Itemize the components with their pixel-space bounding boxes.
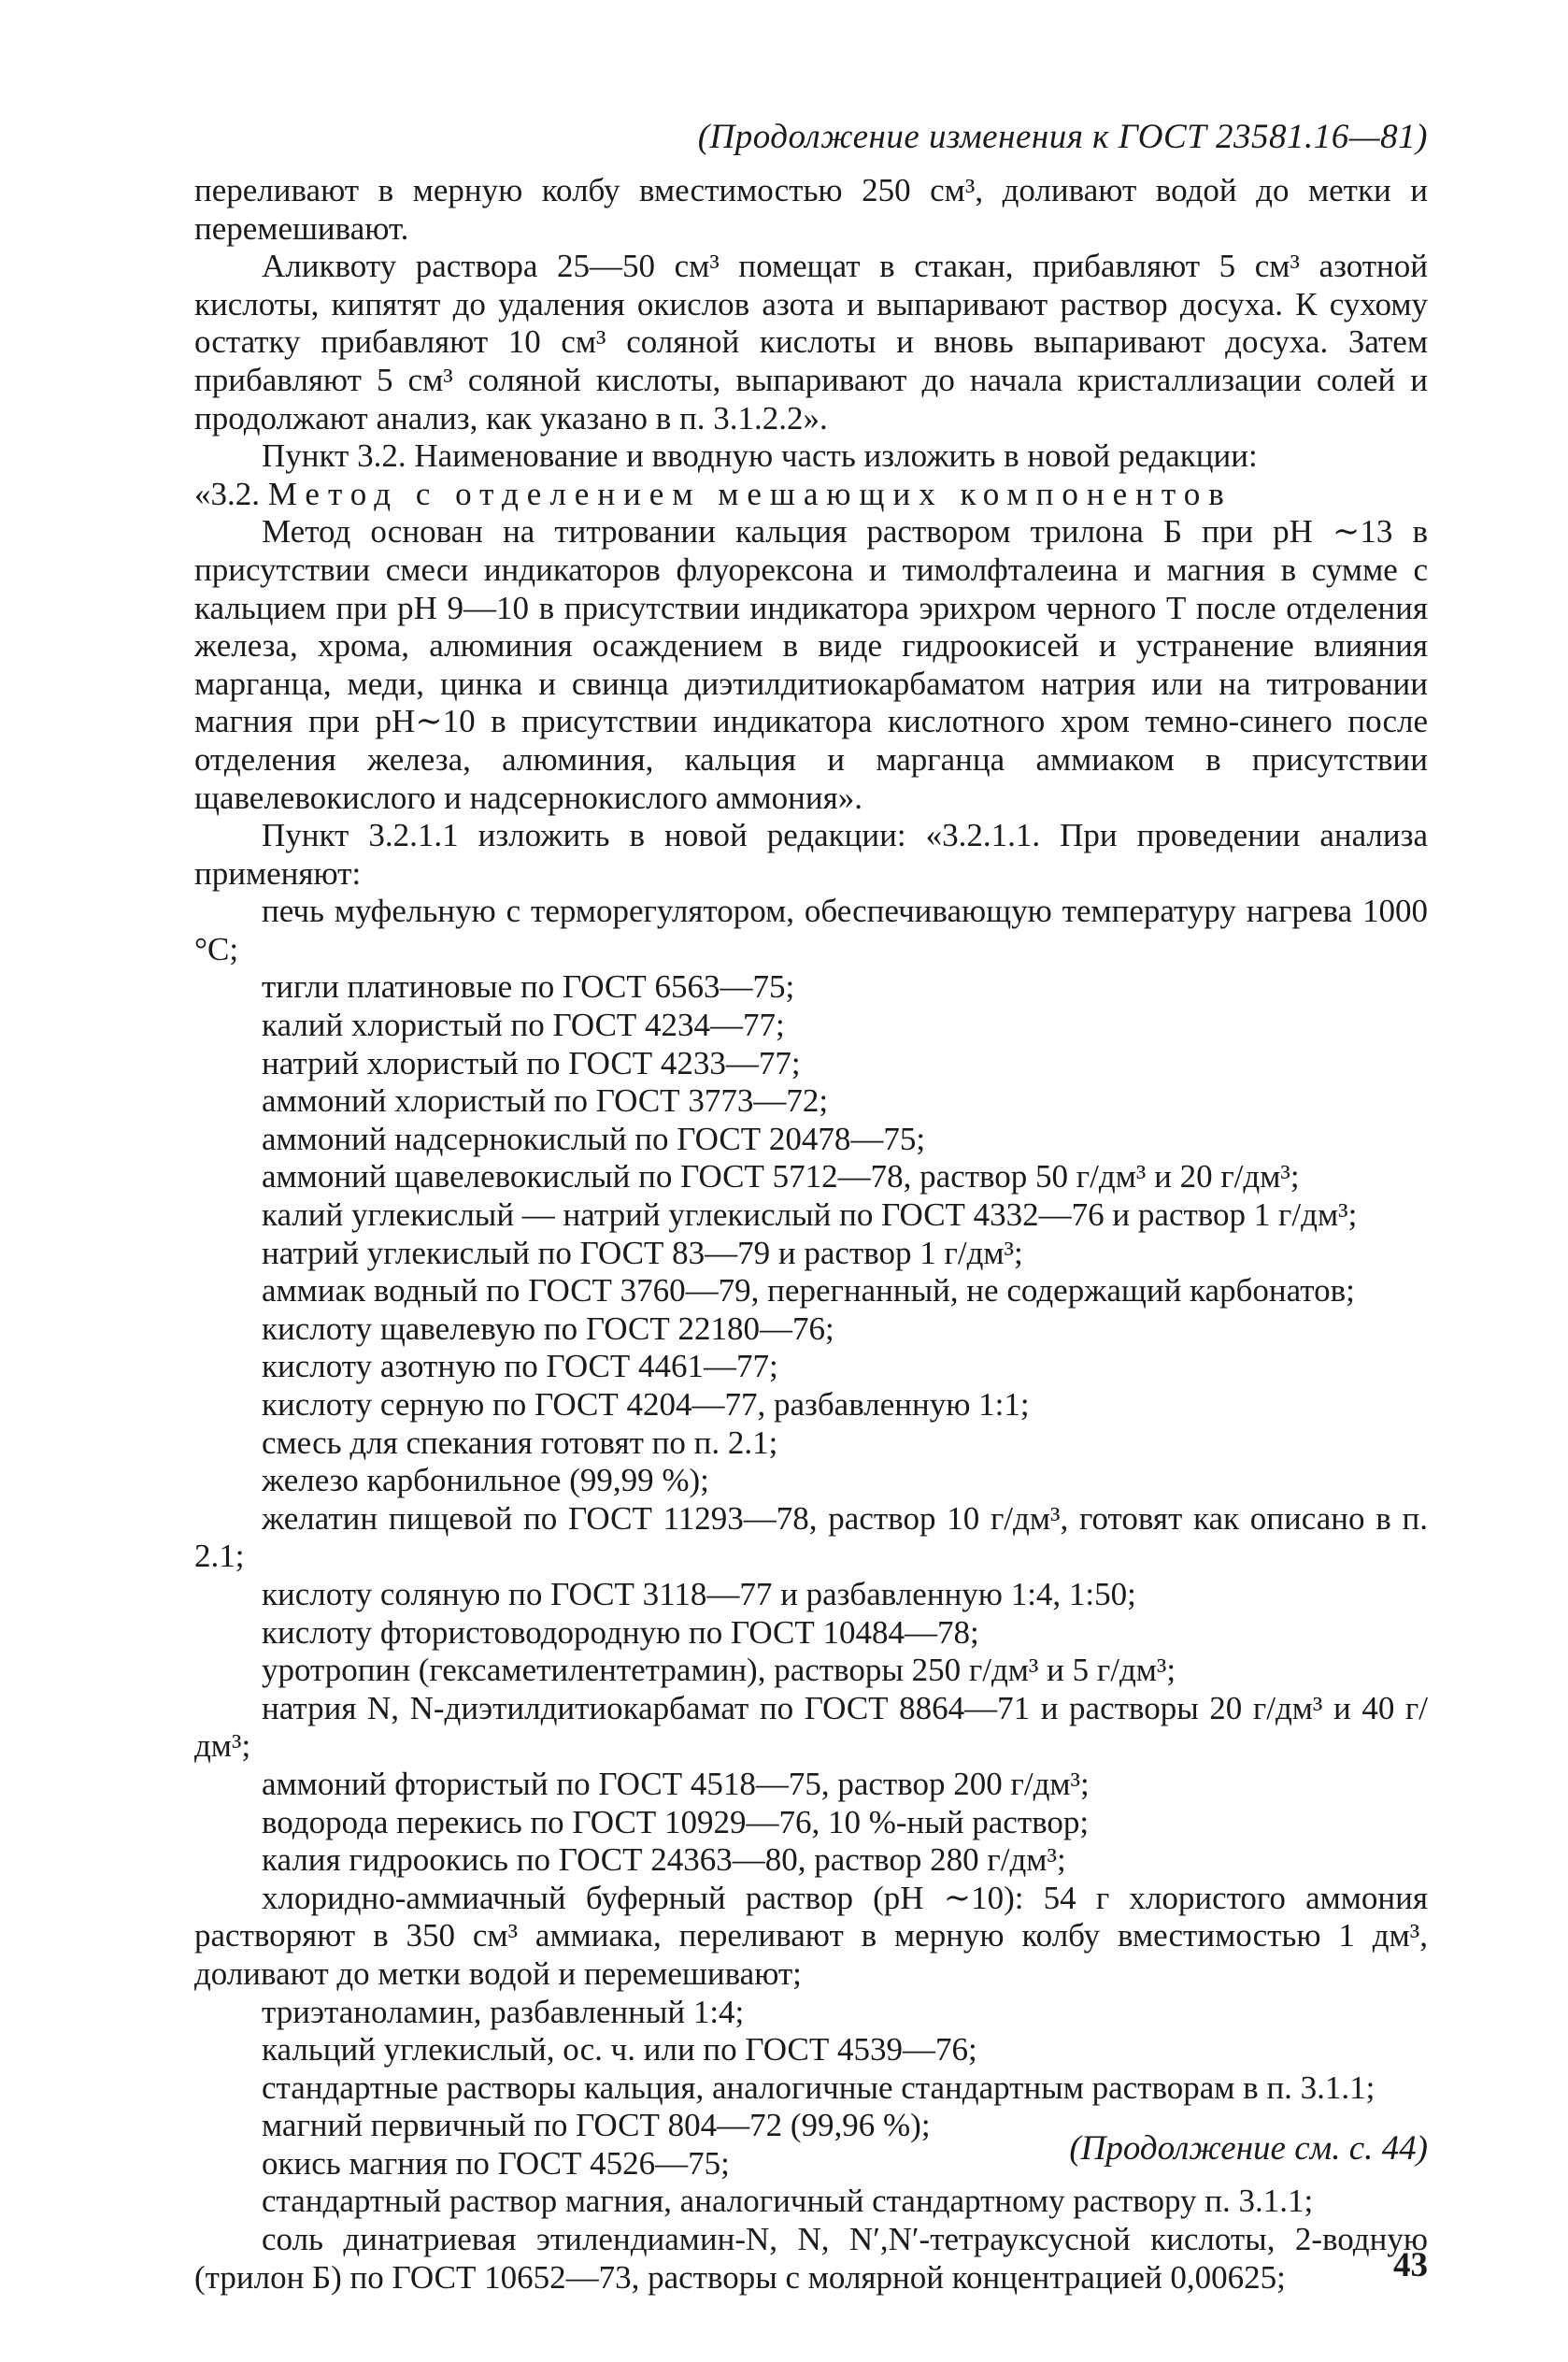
paragraph-14: аммиак водный по ГОСТ 3760—79, перегнанный, не содержащий карбонатов; bbox=[262, 1272, 1355, 1310]
paragraph-27: калия гидроокись по ГОСТ 24363—80, раствор 280 г/дм³; bbox=[262, 1841, 1066, 1879]
paragraph-11: аммоний щавелевокислый по ГОСТ 5712—78, раствор 50 г/дм³ и 20 г/дм³; bbox=[262, 1158, 1300, 1195]
method-title bbox=[194, 476, 1428, 514]
paragraph-4: Пункт 3.2.1.1 изложить в новой редакции: «3.2.1.1. При проведении анализа применяют: bbox=[194, 817, 1428, 892]
paragraph-21: кислоту соляную по ГОСТ 3118—77 и разбавленную 1:4, 1:50; bbox=[262, 1575, 1136, 1612]
paragraph-5: печь муфельную с терморегулятором, обеспечивающую температуру нагрева 1000 °С; bbox=[194, 893, 1428, 967]
paragraph-19: железо карбонильное (99,99 %); bbox=[262, 1462, 709, 1499]
paragraph-24: натрия N, N-диэтилдитиокарбамат по ГОСТ 8864—71 и растворы 20 г/дм³ и 40 г/дм³; bbox=[194, 1689, 1428, 1765]
paragraph-26: водорода перекись по ГОСТ 10929—76, 10 %-ный раствор; bbox=[262, 1803, 1090, 1840]
paragraph-31: стандартные растворы кальция, аналогичные стандартным растворам в п. 3.1.1; bbox=[262, 2069, 1376, 2106]
paragraph-7: калий хлористый по ГОСТ 4234—77; bbox=[262, 1007, 785, 1044]
paragraph-9: аммоний хлористый по ГОСТ 3773—72; bbox=[262, 1082, 829, 1120]
method-title-text: Метод с отделением мешающих компонентов bbox=[267, 475, 1233, 512]
paragraph-25: аммоний фтористый по ГОСТ 4518—75, раствор 200 г/дм³; bbox=[262, 1765, 1090, 1802]
page-number: 43 bbox=[1393, 2246, 1428, 2284]
paragraph-29: триэтаноламин, разбавленный 1:4; bbox=[262, 1993, 745, 2030]
paragraph-34: стандартный раствор магния, аналогичный стандартному раствору п. 3.1.1; bbox=[262, 2183, 1314, 2220]
paragraph-22: кислоту фтористоводородную по ГОСТ 10484—78; bbox=[262, 1613, 979, 1651]
method-title-number: «3.2. bbox=[194, 475, 260, 512]
paragraph-16: кислоту азотную по ГОСТ 4461—77; bbox=[262, 1348, 778, 1385]
paragraph-6: тигли платиновые по ГОСТ 6563—75; bbox=[262, 968, 795, 1006]
paragraph-1: Аликвоту раствора 25—50 см³ помещат в стакан, прибавляют 5 см³ азотной кислоты, кипятят до удаления окислов азота и выпаривают раствор досуха. К сухому остатку прибавляют 10 см³ соляной кислоты и вновь выпаривают досуха. Затем прибавляют 5 см³ соляной кислоты, выпаривают до начала кристаллизации солей и продолжают анализ, как указано в п. 3.1.2.2». bbox=[194, 248, 1428, 437]
paragraph-33: окись магния по ГОСТ 4526—75; bbox=[262, 2144, 730, 2182]
paragraph-0: переливают в мерную колбу вместимостью 250 см³, доливают водой до метки и перемешивают. bbox=[194, 172, 1428, 247]
running-header: (Продолжение изменения к ГОСТ 23581.16—81) bbox=[697, 118, 1428, 156]
paragraph-10: аммоний надсернокислый по ГОСТ 20478—75; bbox=[262, 1120, 926, 1157]
paragraph-20: желатин пищевой по ГОСТ 11293—78, раствор 10 г/дм³, готовят как описано в п. 2.1; bbox=[194, 1499, 1428, 1575]
paragraph-17: кислоту серную по ГОСТ 4204—77, разбавленную 1:1; bbox=[262, 1386, 1030, 1423]
paragraph-3: Метод основан на титровании кальция раствором трилона Б при pH ∼13 в присутствии смеси индикаторов флуорексона и тимолфталеина и магния в сумме с кальцием при pH 9—10 в присутствии индикатора эрихром черного Т после отделения железа, хрома, алюминия осаждением в виде гидроокисей и устранение влияния марганца, меди, цинка и свинца диэтилдитиокарбаматом натрия или на титровании магния при pH∼10 в присутствии индикатора кислотного хром темно-синего после отделения железа, алюминия, кальция и марганца аммиаком в присутствии щавелевокислого и надсернокислого аммония». bbox=[194, 513, 1428, 816]
paragraph-13: натрий углекислый по ГОСТ 83—79 и раствор 1 г/дм³; bbox=[262, 1234, 1023, 1271]
paragraph-30: кальций углекислый, ос. ч. или по ГОСТ 4539—76; bbox=[262, 2031, 977, 2069]
paragraph-35: соль динатриевая этилендиамин-N, N, N′,N′-тетрауксусной кислоты, 2-водную (трилон Б) по ГОСТ 10652—73, растворы с молярной концентрацией 0,00625; bbox=[194, 2221, 1428, 2296]
paragraph-23: уротропин (гексаметилентетрамин), растворы 250 г/дм³ и 5 г/дм³; bbox=[262, 1652, 1176, 1689]
body-text bbox=[194, 172, 1428, 2297]
paragraph-15: кислоту щавелевую по ГОСТ 22180—76; bbox=[262, 1310, 834, 1347]
continuation-note: (Продолжение см. с. 44) bbox=[1069, 2129, 1428, 2168]
paragraph-28: хлоридно-аммиачный буферный раствор (pH ∼10): 54 г хлористого аммония растворяют в 350 см³ аммиака, переливают в мерную колбу вместимостью 1 дм³, доливают до метки водой и перемешивают; bbox=[194, 1879, 1428, 1992]
paragraph-8: натрий хлористый по ГОСТ 4233—77; bbox=[262, 1044, 801, 1081]
paragraph-12: калий углекислый — натрий углекислый по ГОСТ 4332—76 и раствор 1 г/дм³; bbox=[262, 1196, 1358, 1234]
paragraph-18: смесь для спекания готовят по п. 2.1; bbox=[262, 1424, 778, 1461]
paragraph-2: Пункт 3.2. Наименование и вводную часть изложить в новой редакции: bbox=[262, 437, 1258, 475]
paragraph-32: магний первичный по ГОСТ 804—72 (99,96 %); bbox=[262, 2107, 931, 2144]
